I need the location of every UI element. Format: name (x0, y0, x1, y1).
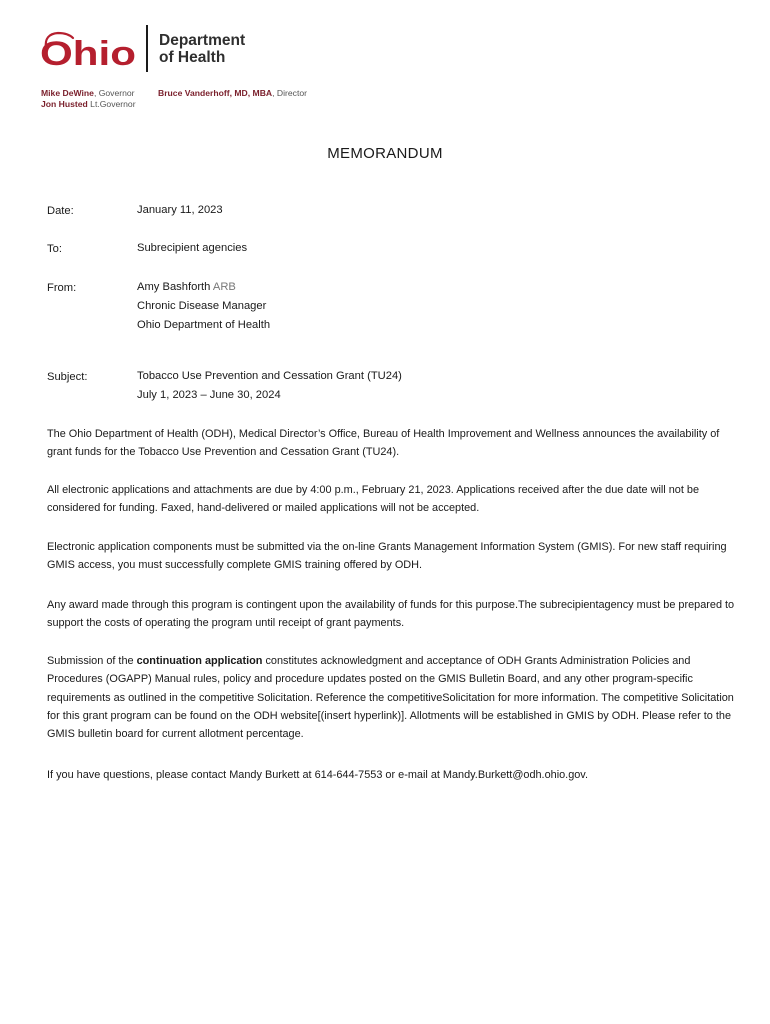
paragraph-deadline: All electronic applications and attachments are due by 4:00 p.m., February 21, 2023. Applications received after the due date will not be considered for funding. Faxed, hand-delivered or mailed applications will not be accepted. (47, 484, 700, 515)
subject-line-2: July 1, 2023 – June 30, 2024 (137, 389, 281, 401)
logo-divider (146, 25, 148, 72)
lt-governor-line (41, 99, 136, 110)
paragraph-contact: If you have questions, please contact Mandy Burkett at 614-644-7553 or e-mail at Mandy.Burkett@odh.ohio.gov. (47, 769, 588, 781)
state-officials (41, 88, 136, 110)
date-text: January 11, 2023 (137, 204, 223, 216)
paragraph-gmis: Electronic application components must be submitted via the on-line Grants Management Information System (GMIS). For new staff requiring GMIS access, you must successfully complete GMIS training offered by ODH. (47, 541, 727, 572)
from-name-line (137, 278, 270, 297)
governor-title: , Governor (93, 88, 135, 98)
governor-line (41, 88, 136, 99)
to-text: Subrecipient agencies (137, 242, 248, 254)
continuation-application-emphasis: continuation application (136, 655, 263, 667)
subject-label: Subject: (47, 371, 88, 383)
paragraph-contingency: Any award made through this program is contingent upon the availability of funds for this purpose.The subrecipientagency must be prepared to support the costs of operating the program until receipt of grant payments. (47, 599, 735, 630)
from-initials: ARB (212, 281, 236, 293)
submission-details: constitutes acknowledgment and acceptance of ODH Grants Administration Policies and Procedures (OGAPP) Manual rules, policy and procedure updates posted on the GMIS Bulletin Board, and any other program-specific requirements as outlined in the competitive Solicitation. Reference the competitiveSolicitation for more information. The competitive Solicitation for this grant program can be found on the ODH website[(insert hyperlink)]. Allotments will be established in GMIS by ODH. Please refer to the GMIS bulletin board for current allotment percentage. (47, 655, 734, 741)
logo-text: Ohio (40, 35, 136, 73)
from-org: Ohio Department of Health (137, 319, 271, 331)
paragraph-submission (47, 652, 737, 743)
ohio-logo (40, 28, 140, 76)
from-name: Amy Bashforth (137, 281, 211, 293)
to-label: To: (47, 243, 62, 255)
memo-title: MEMORANDUM (327, 145, 443, 162)
department-line-1: Department (159, 32, 246, 49)
director-title: , Director (272, 88, 307, 98)
submission-intro: Submission of the (47, 655, 137, 667)
director-name: Bruce Vanderhoff, MD, MBA (158, 88, 273, 98)
paragraph-announcement: The Ohio Department of Health (ODH), Medical Director’s Office, Bureau of Health Improvement and Wellness announces the availability of grant funds for the Tobacco Use Prevention and Cessation Grant (TU24). (47, 428, 720, 459)
subject-line-1: Tobacco Use Prevention and Cessation Grant (TU24) (137, 370, 402, 382)
from-title: Chronic Disease Manager (137, 300, 267, 312)
from-value (137, 278, 270, 335)
lt-governor-name: Jon Husted (41, 99, 88, 109)
director-line (158, 88, 307, 99)
date-label: Date: (47, 205, 74, 217)
department-name (159, 32, 245, 66)
subject-value (137, 367, 402, 405)
to-value (137, 239, 247, 258)
lt-governor-title: Lt.Governor (87, 99, 136, 109)
governor-name: Mike DeWine (41, 88, 94, 98)
date-value (137, 201, 223, 220)
from-label: From: (47, 282, 77, 294)
department-line-2: of Health (159, 49, 226, 66)
